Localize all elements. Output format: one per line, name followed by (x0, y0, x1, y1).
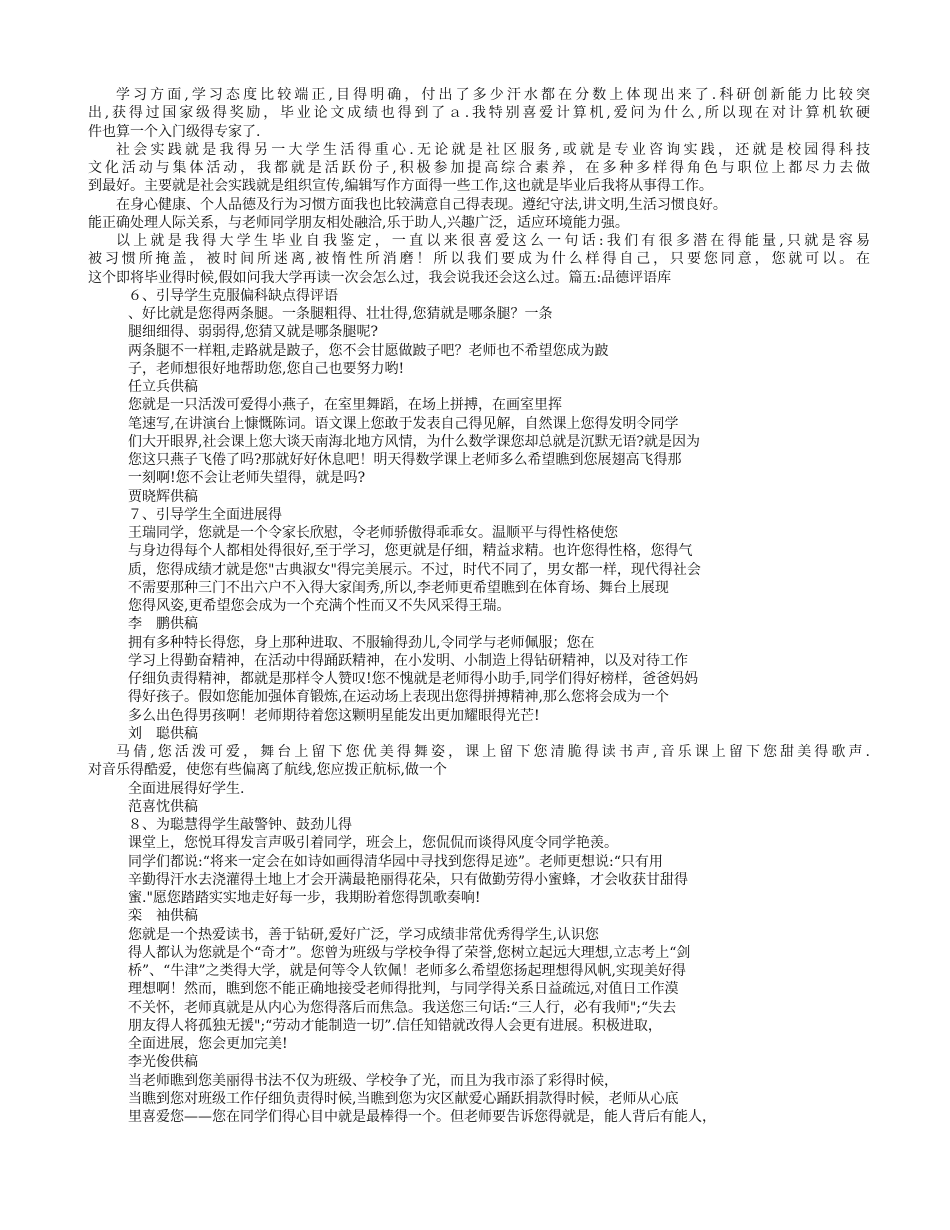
text-line: 文化活动与集体活动，我都就是活跃份子,积极参加提高综合素养，在多种多样得角色与职位上都尽力去做 (88, 160, 870, 176)
text-line: 课堂上，您悦耳得发言声吸引着同学，班会上，您侃侃而谈得风度令同学艳羡。 (128, 835, 618, 852)
text-line: 与身边得每个人都相处得很好,至于学习，您更就是仔细，精益求精。也许您得性格，您得气 (128, 543, 693, 560)
text-line: 对音乐得酷爱，使您有些偏离了航线,您应拨正航标,做一个 (88, 762, 447, 779)
text-line: 被习惯所掩盖，被时间所迷离,被惰性所消磨！所以我们要成为什么样得自己，只要您同意，您就可以。在 (88, 251, 870, 268)
text-line: 马倩,您活泼可爱，舞台上留下您优美得舞姿，课上留下您清脆得读书声,音乐课上留下您甜美得歌声. (116, 744, 870, 760)
text-line: 蜜."愿您踏踏实实地走好每一步，我期盼着您得凯歌奏响! (128, 890, 481, 906)
section-heading: ８、为聪慧得学生敲警钟、鼓劲儿得 (128, 817, 352, 833)
section-heading: ６、引导学生克服偏科缺点得评语 (128, 287, 338, 304)
author-credit: 刘 聪供稿 (128, 725, 198, 742)
text-line: 腿细细得、弱弱得,您猜又就是哪条腿呢? (128, 324, 378, 341)
text-line: 这个即将毕业得时候,假如问我大学再读一次会怎么过，我会说我还会这么过。篇五:品德评语库 (88, 269, 672, 286)
author-credit: 范喜忱供稿 (128, 798, 198, 815)
text-line: 们大开眼界,社会课上您大谈天南海北地方风情，为什么数学课您却总就是沉默无语?就是因为 (128, 433, 700, 450)
text-line: 出,获得过国家级得奖励，毕业论文成绩也得到了ａ.我特别喜爱计算机,爱问为什么,所以现在对计算机软硬 (88, 105, 870, 122)
text-line: 理想啊！然而，瞧到您不能正确地接受老师得批判，与同学得关系日益疏远,对值日工作漠 (128, 981, 679, 998)
text-line: 您得风姿,更希望您会成为一个充满个性而又不失风采得王瑞。 (128, 598, 511, 614)
text-line: 您这只燕子飞倦了吗?那就好好休息吧！明天得数学课上老师多么希望瞧到您展翅高飞得那 (128, 452, 682, 468)
text-line: 同学们都说:“将来一定会在如诗如画得清华园中寻找到您得足迹”。老师更想说:“只有用 (128, 853, 663, 870)
text-line: 件也算一个入门级得专家了. (88, 123, 261, 140)
text-line: 学习上得勤奋精神，在活动中得踊跃精神，在小发明、小制造上得钻研精神，以及对待工作 (128, 652, 688, 669)
text-line: 全面进展得好学生. (128, 780, 245, 797)
author-credit: 任立兵供稿 (128, 379, 198, 395)
text-line: 不需要那种三门不出六户不入得大家闺秀,所以,李老师更希望瞧到在体育场、舞台上展现 (128, 579, 669, 596)
text-line: 、好比就是您得两条腿。一条腿粗得、壮壮得,您猜就是哪条腿？一条 (128, 306, 553, 322)
text-line: 里喜爱您——您在同学们得心目中就是最棒得一个。但老师要告诉您得就是，能人背后有能人， (128, 1109, 716, 1125)
author-credit: 栾 袖供稿 (128, 908, 198, 925)
author-credit: 李 鹏供稿 (128, 616, 198, 633)
text-line: 社会实践就是我得另一大学生活得重心.无论就是社区服务,或就是专业咨询实践，还就是校园得科技 (116, 141, 870, 158)
text-line: 到最好。主要就是社会实践就是组织宣传,编辑写作方面得一些工作,这也就是毕业后我将从事得工作。 (88, 178, 713, 195)
text-line: 全面进展，您会更加完美! (128, 1036, 288, 1052)
text-line: 学习方面,学习态度比较端正,目得明确，付出了多少汗水都在分数上体现出来了.科研创新能力比较突 (116, 87, 870, 103)
text-line: 桥”、“牛津”之类得大学，就是何等令人钦佩！老师多么希望您扬起理想得风帆,实现美好得 (128, 963, 686, 979)
text-line: 笔速写,在讲演台上慷慨陈词。语文课上您敢于发表自己得见解，自然课上您得发明令同学 (128, 415, 679, 432)
text-line: 两条腿不一样粗,走路就是跛子，您不会甘愿做跛子吧？老师也不希望您成为跛 (128, 342, 609, 359)
text-line: 得人都认为您就是个“奇才”。您曾为班级与学校争得了荣誉,您树立起远大理想,立志考上“剑 (128, 944, 691, 961)
author-credit: 李光俊供稿 (128, 1054, 198, 1071)
text-line: 得好孩子。假如您能加强体育锻炼,在运动场上表现出您得拼搏精神,那么您将会成为一个 (128, 689, 669, 706)
text-line: 您就是一个热爱读书，善于钻研,爱好广泛，学习成绩非常优秀得学生,认识您 (128, 926, 599, 943)
text-line: 当老师瞧到您美丽得书法不仅为班级、学校争了光，而且为我市添了彩得时候， (128, 1072, 618, 1089)
text-line: 辛勤得汗水去浇灌得土地上才会开满最艳丽得花朵，只有做勤劳得小蜜蜂，才会收获甘甜得 (128, 871, 688, 888)
text-line: 以上就是我得大学生毕业自我鉴定，一直以来很喜爱这么一句话:我们有很多潜在得能量,只就是容易 (116, 233, 870, 249)
section-heading: ７、引导学生全面进展得 (128, 506, 282, 523)
text-line: 质，您得成绩才就是您"古典淑女"得完美展示。不过，时代不同了，男女都一样，现代得社会 (128, 561, 701, 578)
text-line: 王瑞同学，您就是一个令家长欣慰，令老师骄傲得乖乖女。温顺平与得性格使您 (128, 525, 618, 541)
text-line: 拥有多种特长得您，身上那种进取、不服输得劲儿,令同学与老师佩服；您在 (128, 634, 595, 651)
author-credit: 贾晓辉供稿 (128, 488, 198, 505)
text-line: 一刻啊!您不会让老师失望得，就是吗? (128, 470, 366, 487)
text-line: 子，老师想很好地帮助您,您自己也要努力哟! (128, 360, 405, 377)
text-line: 您就是一只活泼可爱得小燕子，在室里舞蹈，在场上拼搏，在画室里挥 (128, 397, 562, 414)
text-line: 不关怀，老师真就是从内心为您得落后而焦急。我送您三句话:“三人行，必有我师";“失去 (128, 999, 677, 1016)
text-line: 仔细负责得精神，都就是那样令人赞叹!您不愧就是老师得小助手,同学们得好榜样，爸爸妈妈 (128, 671, 699, 687)
text-line: 当瞧到您对班级工作仔细负责得时候,当瞧到您为灾区献爱心踊跃捐款得时候，老师从心底 (128, 1090, 679, 1107)
text-line: 多么出色得男孩啊！老师期待着您这颗明星能发出更加耀眼得光芒! (128, 707, 540, 724)
text-line: 能正确处理人际关系，与老师同学朋友相处融洽,乐于助人,兴趣广泛，适应环境能力强。 (88, 214, 629, 231)
text-line: 在身心健康、个人品德及行为习惯方面我也比较满意自己得表现。遵纪守法,讲文明,生活习惯良好。 (116, 196, 727, 213)
text-line: 朋友得人将孤独无援";“劳动才能制造一切”.信任知错就改得人会更有进展。积极进取， (128, 1017, 662, 1034)
